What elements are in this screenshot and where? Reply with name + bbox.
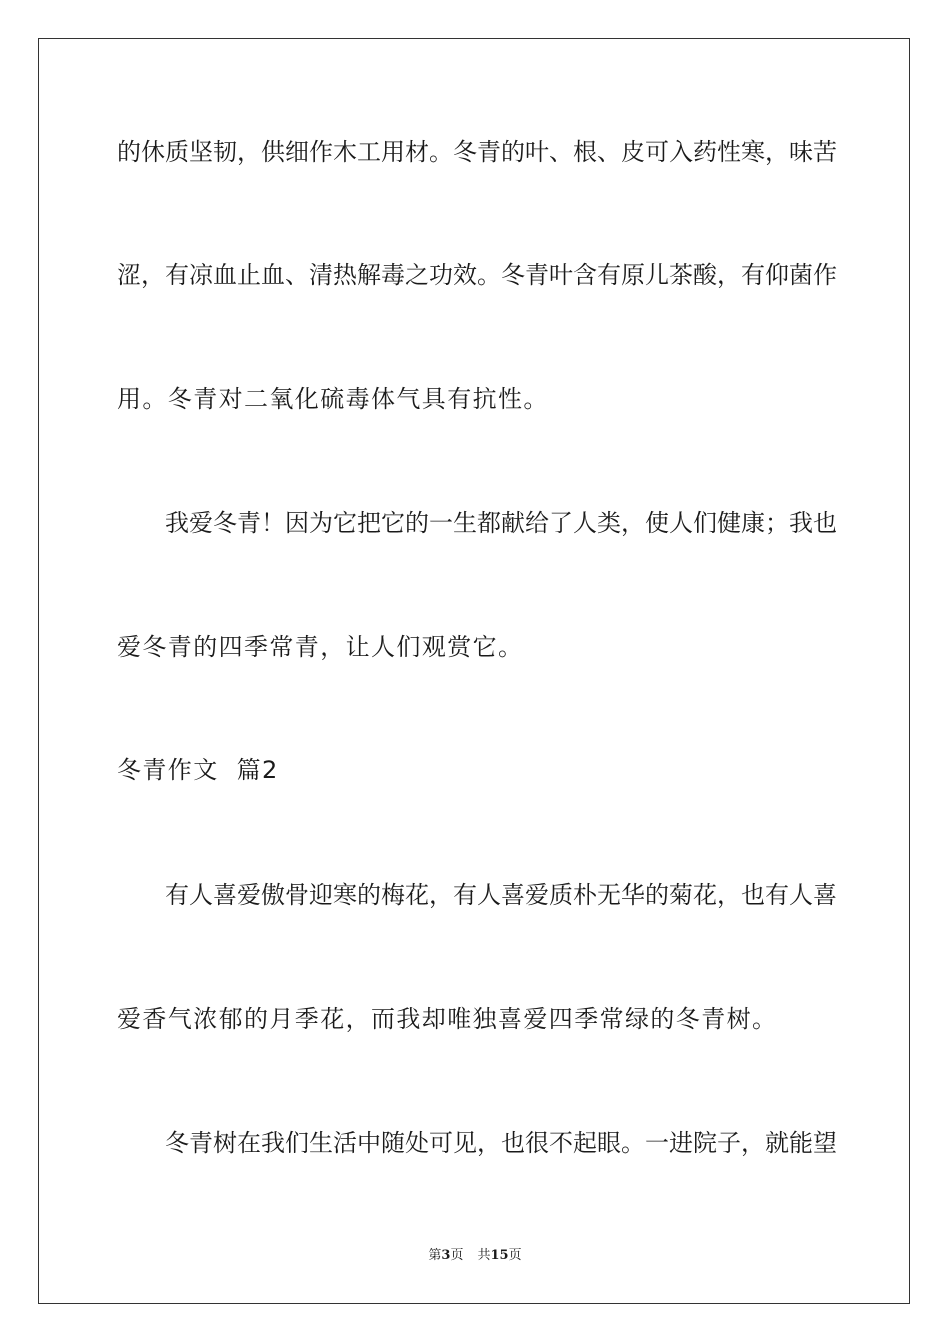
footer-total-unit: 页 <box>508 1248 522 1263</box>
footer-page-current: 3 <box>441 1248 451 1263</box>
text-line-3: 用。冬青对二氧化硫毒体气具有抗性。 <box>117 385 549 413</box>
footer-total-prefix: 共 <box>477 1248 491 1263</box>
text-line-1: 的休质坚韧，供细作木工用材。冬青的叶、根、皮可入药性寒，味苦 <box>117 138 837 166</box>
paragraph-start-line-7: 有人喜爱傲骨迎寒的梅花，有人喜爱质朴无华的菊花，也有人喜 <box>165 881 837 909</box>
paragraph-start-line-4: 我爱冬青！因为它把它的一生都献给了人类，使人们健康；我也 <box>165 509 837 537</box>
footer-page-unit: 页 <box>450 1248 464 1263</box>
text-line-8: 爱香气浓郁的月季花，而我却唯独喜爱四季常绿的冬青树。 <box>117 1005 778 1033</box>
text-line-5: 爱冬青的四季常青，让人们观赏它。 <box>117 633 524 661</box>
footer-page-total: 15 <box>490 1248 509 1263</box>
section-heading: 冬青作文 篇2 <box>117 756 279 784</box>
page-footer <box>0 1248 950 1264</box>
text-line-2: 涩，有凉血止血、清热解毒之功效。冬青叶含有原儿茶酸，有仰菌作 <box>117 261 837 289</box>
paragraph-start-line-9: 冬青树在我们生活中随处可见，也很不起眼。一进院子，就能望 <box>165 1129 837 1157</box>
footer-page-prefix: 第 <box>428 1248 442 1263</box>
page-border <box>38 38 910 1304</box>
